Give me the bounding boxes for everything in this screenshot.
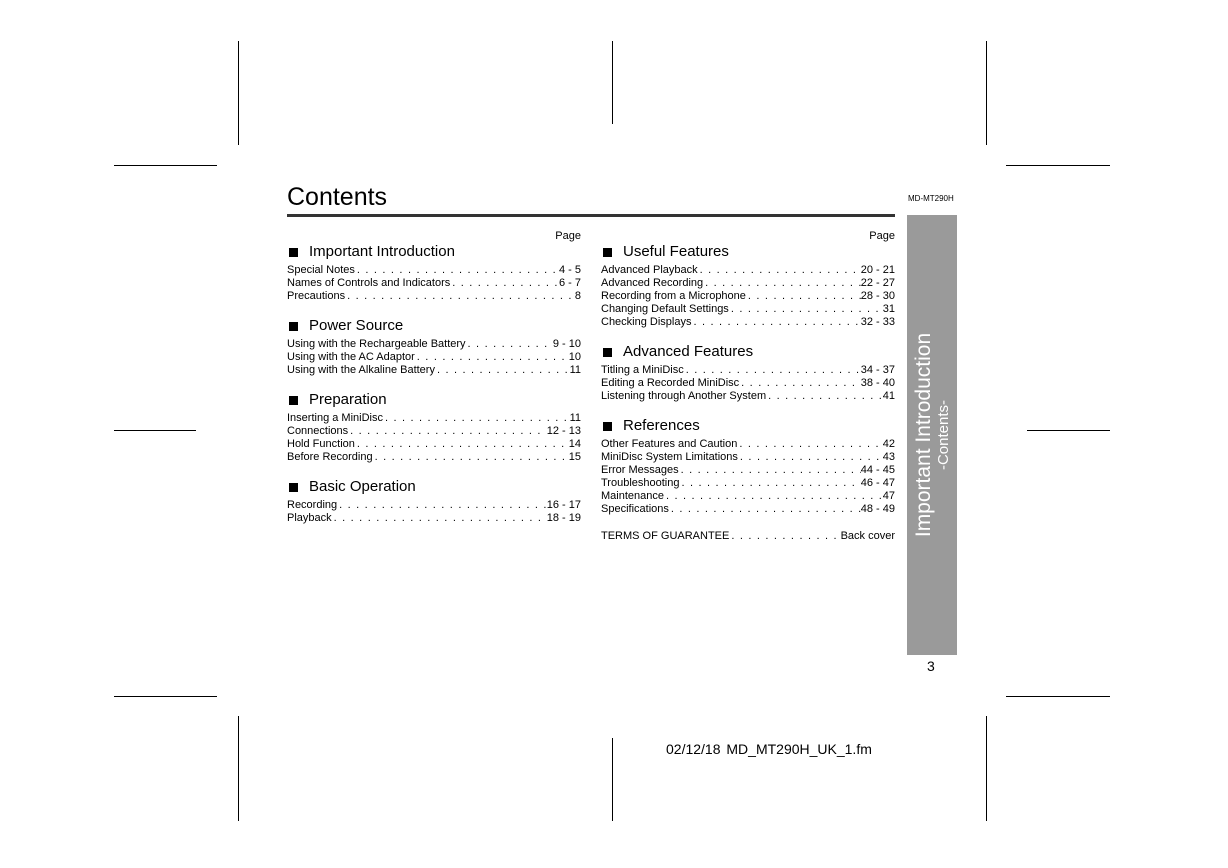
toc-entry-page: 32 - 33	[860, 316, 895, 328]
square-bullet-icon	[289, 322, 298, 331]
toc-entry-label: Titling a MiniDisc	[601, 364, 684, 376]
toc-entry	[601, 451, 895, 464]
section-heading-text: Basic Operation	[309, 478, 416, 495]
leader-dots	[679, 464, 861, 477]
toc-entry	[287, 277, 581, 290]
section-heading	[287, 391, 581, 409]
toc-entry	[287, 438, 581, 451]
toc-entry	[601, 264, 895, 277]
toc-entry-label: Advanced Recording	[601, 277, 704, 289]
page-column-header: Page	[555, 230, 581, 242]
title-rule	[287, 214, 895, 217]
crop-mark	[238, 716, 239, 821]
section-heading-text: References	[623, 417, 700, 434]
leader-dots	[355, 438, 569, 451]
toc-entry-terms	[601, 530, 895, 543]
section-heading	[601, 417, 895, 435]
toc-entry-page: 11	[569, 364, 581, 376]
leader-dots	[415, 351, 569, 364]
toc-entry	[287, 338, 581, 351]
toc-entry	[287, 451, 581, 464]
leader-dots	[373, 451, 569, 464]
toc-entry-page: 43	[882, 451, 895, 463]
square-bullet-icon	[603, 422, 612, 431]
toc-entry-label: Advanced Playback	[601, 264, 698, 276]
toc-entry-label: Inserting a MiniDisc	[287, 412, 383, 424]
section-sidebar	[907, 215, 957, 655]
toc-entry-label: Troubleshooting	[601, 477, 680, 489]
leader-dots	[729, 303, 883, 316]
leader-dots	[679, 477, 860, 490]
toc-entry	[601, 464, 895, 477]
toc-entry-page: 11	[569, 412, 581, 424]
toc-section	[601, 243, 895, 329]
toc-entry-page: 38 - 40	[860, 377, 895, 389]
page-number: 3	[927, 658, 935, 674]
toc-entry-label: Using with the AC Adaptor	[287, 351, 415, 363]
leader-dots	[383, 412, 570, 425]
toc-entry	[287, 499, 581, 512]
leader-dots	[664, 490, 883, 503]
toc-entry-page: 41	[882, 390, 895, 402]
toc-entry-label: Listening through Another System	[601, 390, 767, 402]
sidebar-title: Important Introduction	[912, 332, 935, 538]
toc-entry-label: MiniDisc System Limitations	[601, 451, 738, 463]
toc-entry	[601, 316, 895, 329]
toc-entry	[287, 264, 581, 277]
toc-entry-page: 9 - 10	[552, 338, 581, 350]
crop-mark	[1006, 165, 1110, 166]
toc-entry-label: Precautions	[287, 290, 346, 302]
toc-entry-page: 16 - 17	[546, 499, 581, 511]
section-heading-text: Power Source	[309, 317, 404, 334]
sidebar-subtitle: -Contents-	[935, 399, 952, 471]
toc-entry-page: 31	[882, 303, 895, 315]
toc-entry	[601, 364, 895, 377]
leader-dots	[684, 364, 861, 377]
crop-mark	[612, 738, 613, 821]
section-heading-text: Advanced Features	[623, 343, 754, 360]
section-heading	[287, 478, 581, 496]
toc-entry-page: 34 - 37	[860, 364, 895, 376]
square-bullet-icon	[603, 248, 612, 257]
leader-dots	[669, 503, 861, 516]
toc-entry-label: Names of Controls and Indicators	[287, 277, 451, 289]
toc-entry-label: Special Notes	[287, 264, 355, 276]
section-heading-text: Useful Features	[623, 243, 729, 260]
toc-entry	[601, 503, 895, 516]
leader-dots	[345, 290, 575, 303]
section-heading-text: Preparation	[309, 391, 387, 408]
toc-entry-page: 6 - 7	[558, 277, 581, 289]
crop-mark	[986, 41, 987, 145]
toc-entry-label: TERMS OF GUARANTEE	[601, 530, 730, 542]
crop-mark	[238, 41, 239, 145]
page-column-header: Page	[869, 230, 895, 242]
square-bullet-icon	[289, 248, 298, 257]
toc-entry-page: 47	[882, 490, 895, 502]
toc-entry-page: 28 - 30	[860, 290, 895, 302]
toc-entry-label: Editing a Recorded MiniDisc	[601, 377, 740, 389]
toc-entry-page: 20 - 21	[860, 264, 895, 276]
toc-section	[601, 343, 895, 403]
toc-entry-label: Before Recording	[287, 451, 373, 463]
footer-file-info: 02/12/18 MD_MT290H_UK_1.fm	[666, 741, 872, 757]
toc-entry	[601, 303, 895, 316]
crop-mark	[1006, 696, 1110, 697]
toc-right-column	[601, 229, 895, 543]
leader-dots	[466, 338, 553, 351]
toc-entry	[601, 490, 895, 503]
toc-entry	[287, 351, 581, 364]
crop-mark	[114, 165, 217, 166]
crop-mark	[612, 41, 613, 124]
toc-section	[287, 478, 581, 525]
toc-left-column	[287, 229, 581, 539]
toc-entry-label: Connections	[287, 425, 349, 437]
leader-dots	[435, 364, 570, 377]
leader-dots	[337, 499, 547, 512]
toc-entry-label: Using with the Rechargeable Battery	[287, 338, 466, 350]
toc-entry-label: Maintenance	[601, 490, 664, 502]
toc-entry-label: Changing Default Settings	[601, 303, 729, 315]
crop-mark	[114, 430, 196, 431]
toc-entry	[601, 377, 895, 390]
toc-entry-page: 12 - 13	[546, 425, 581, 437]
toc-entry-page: 4 - 5	[558, 264, 581, 276]
model-label: MD-MT290H	[908, 194, 954, 203]
toc-entry	[287, 290, 581, 303]
leader-dots	[348, 425, 547, 438]
toc-section	[601, 417, 895, 516]
toc-entry	[287, 512, 581, 525]
leader-dots	[355, 264, 559, 277]
crop-mark	[1027, 430, 1110, 431]
leader-dots	[766, 390, 883, 403]
toc-section	[287, 243, 581, 303]
square-bullet-icon	[603, 348, 612, 357]
leader-dots	[703, 277, 861, 290]
page-title: Contents	[287, 183, 388, 211]
section-heading	[287, 317, 581, 335]
toc-entry	[601, 477, 895, 490]
leader-dots	[332, 512, 547, 525]
toc-entry	[601, 390, 895, 403]
crop-mark	[986, 716, 987, 821]
square-bullet-icon	[289, 396, 298, 405]
leader-dots	[729, 530, 840, 543]
section-heading	[601, 343, 895, 361]
leader-dots	[746, 290, 861, 303]
toc-entry	[601, 290, 895, 303]
toc-entry-label: Specifications	[601, 503, 669, 515]
toc-entry	[287, 412, 581, 425]
section-heading-text: Important Introduction	[309, 243, 455, 260]
toc-sections	[287, 243, 581, 525]
toc-entry-page: 46 - 47	[860, 477, 895, 489]
leader-dots	[450, 277, 559, 290]
toc-entry-label: Using with the Alkaline Battery	[287, 364, 435, 376]
toc-entry-page: 44 - 45	[860, 464, 895, 476]
toc-entry-label: Error Messages	[601, 464, 679, 476]
toc-entry	[601, 438, 895, 451]
toc-entry-page: 14	[568, 438, 581, 450]
section-heading	[287, 243, 581, 261]
leader-dots	[739, 377, 861, 390]
toc-entry-page: 18 - 19	[546, 512, 581, 524]
sidebar-text	[912, 333, 952, 537]
toc-entry-label: Recording from a Microphone	[601, 290, 746, 302]
section-heading	[601, 243, 895, 261]
toc-section	[287, 391, 581, 464]
toc-entry-page: 10	[568, 351, 581, 363]
toc-entry-label: Playback	[287, 512, 332, 524]
toc-entry	[287, 425, 581, 438]
toc-entry-page: 48 - 49	[860, 503, 895, 515]
toc-entry-label: Hold Function	[287, 438, 355, 450]
square-bullet-icon	[289, 483, 298, 492]
toc-entry	[287, 364, 581, 377]
toc-entry	[601, 277, 895, 290]
toc-entry-label: Recording	[287, 499, 338, 511]
toc-entry-page: 42	[882, 438, 895, 450]
toc-entry-page: Back cover	[840, 530, 895, 542]
leader-dots	[737, 438, 882, 451]
toc-entry-page: 8	[574, 290, 581, 302]
leader-dots	[691, 316, 860, 329]
toc-entry-page: 22 - 27	[860, 277, 895, 289]
toc-sections	[601, 243, 895, 516]
leader-dots	[738, 451, 883, 464]
toc-entry-page: 15	[568, 451, 581, 463]
crop-mark	[114, 696, 217, 697]
leader-dots	[698, 264, 861, 277]
toc-entry-label: Other Features and Caution	[601, 438, 738, 450]
toc-section	[287, 317, 581, 377]
toc-entry-label: Checking Displays	[601, 316, 692, 328]
